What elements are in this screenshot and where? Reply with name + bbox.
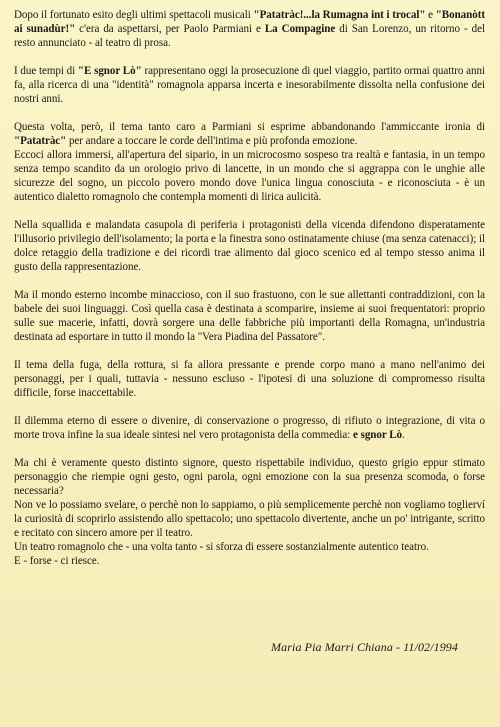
paragraph-theme bbox=[14, 120, 485, 204]
text-run: di San Lorenzo, un ritorno - del resto annunciato - al teatro di prosa. bbox=[14, 23, 485, 49]
play-title: e sgnor Lò bbox=[353, 429, 403, 441]
author-signature: Maria Pia Marri Chiana - 11/02/1994 bbox=[271, 640, 458, 654]
paragraph-two-acts bbox=[14, 64, 485, 106]
paragraph-dilemma bbox=[14, 414, 485, 442]
show-title: "Bonanòtt ai sunadùr!" bbox=[14, 9, 485, 35]
paragraph-outside-world: Ma il mondo esterno incombe minaccioso, con il suo frastuono, con le sue allettanti contraddizioni, con la babele dei suoi linguaggi. Così quella casa è destinata a scomparire, insieme ai suoi frequentatori: proprio sulle sue macerie, infatti, dovrà sorgere una delle fabbriche più importanti della Romagna, un'industria destinata ad esportare in tutto il mondo la "Vera Piadina del Passatore". bbox=[14, 289, 485, 343]
text-run: Non ve lo possiamo svelare, o perchè non lo sappiamo, o più semplicemente perchè non vogliamo toglierví la curiosità di scoprirlo assistendo allo spettacolo; uno spettacolo divertente, anche un po' intrigante, scritto e recitato con sincero amore per il teatro. bbox=[14, 499, 485, 539]
play-title: "E sgnor Lò" bbox=[77, 65, 142, 77]
text-run: Ma chi è veramente questo distinto signore, questo rispettabile individuo, questo grigio eppur stimato personaggio che riempie ogni gesto, ogni parola, ogni emozione con la sua presenza scomoda, o forse necessaria? bbox=[14, 457, 485, 497]
text-run: I due tempi di bbox=[14, 65, 78, 77]
text-run: E - forse - ci riesce. bbox=[14, 555, 100, 567]
text-run: . bbox=[402, 429, 405, 441]
paragraph-intro bbox=[14, 8, 485, 50]
show-title: "Patatràc" bbox=[14, 135, 67, 147]
text-run: Dopo il fortunato esito degli ultimi spettacoli musicali bbox=[14, 9, 254, 21]
text-run: per andare a toccare le corde dell'intima e più profonda emozione. bbox=[66, 135, 358, 147]
text-run: e bbox=[425, 9, 436, 21]
paragraph-escape: Il tema della fuga, della rottura, si fa allora pressante e prende corpo mano a mano nell'animo dei personaggi, per i quali, tuttavia - nessuno escluso - l'ipotesi di una soluzione di compromesso risulta difficile, forse inaccettabile. bbox=[14, 359, 485, 399]
text-run: Un teatro romagnolo che - una volta tanto - si sforza di essere sostanzialmente autentico teatro. bbox=[14, 541, 429, 553]
show-title: "Patatràc!...la Rumagna int i trocal" bbox=[253, 9, 426, 21]
text-run: c'era da aspettarsi, per Paolo Parmiani e bbox=[75, 23, 265, 35]
text-run: Il dilemma eterno di essere o divenire, di conservazione o progresso, di rifiuto o integrazione, di vita o morte trova infine la sua ideale sintesi nel vero protagonista della commedia: bbox=[14, 415, 485, 441]
text-run: Questa volta, però, il tema tanto caro a Parmiani si esprime abbandonando l'ammiccante ironia di bbox=[14, 121, 485, 133]
company-name: La Compagine bbox=[264, 23, 336, 35]
text-run: rappresentano oggi la prosecuzione di quel viaggio, partito ormai quattro anni fa, alla ricerca di una "identità" romagnola apparsa incerta e inesorabilmente dissolta nella confusione dei nostri anni. bbox=[14, 65, 485, 105]
paragraph-closing bbox=[14, 456, 485, 568]
paragraph-setting: Nella squallida e malandata casupola di periferia i protagonisti della vicenda difendono disperatamente l'illusorio privilegio dell'isolamento; la porta e la finestra sono ostinatamente chiuse (ma senza catenacci); il dolce retaggio della tradizione e dei ricordi trae alimento dal gioco scenico ed al tempo stesso anima il gusto della rappresentazione. bbox=[14, 219, 485, 273]
text-run: Eccoci allora immersi, all'apertura del sipario, in un microcosmo sospeso tra realtà e fantasia, in un tempo senza tempo scandito da un orologio privo di lancette, in un mondo che si aggrappa con le unghie alle sicurezze del sogno, un piccolo povero mondo dove l'unica lingua conosciuta - e riconosciuta - è un autentico dialetto romagnolo che contempla momenti di lirica aulicità. bbox=[14, 149, 485, 203]
